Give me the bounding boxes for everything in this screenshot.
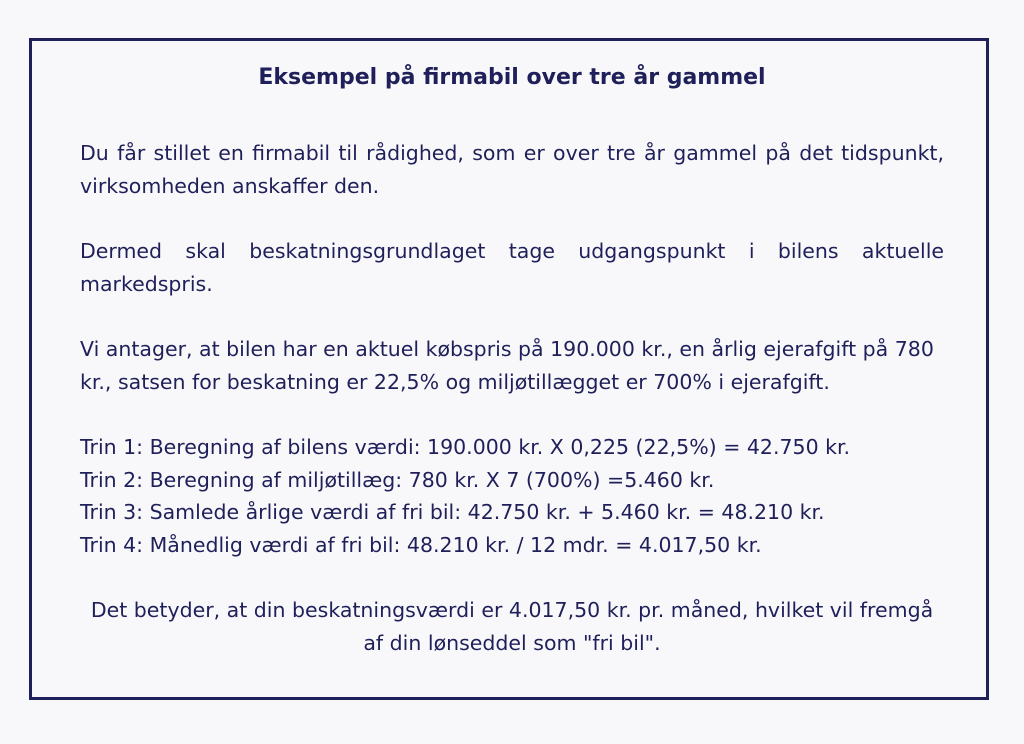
- info-box-content: [80, 62, 944, 659]
- intro-paragraph: Du får stillet en firmabil til rådighed, som er over tre år gammel på det tidspunkt, virksomheden anskaffer den.: [80, 141, 944, 198]
- step-2: Trin 2: Beregning af miljøtillæg: 780 kr. X 7 (700%) =5.460 kr.: [80, 467, 715, 492]
- step-1: Trin 1: Beregning af bilens værdi: 190.000 kr. X 0,225 (22,5%) = 42.750 kr.: [80, 435, 851, 459]
- assumption-paragraph: Vi antager, at bilen har en aktuel købspris på 190.000 kr., en årlig ejerafgift på 780 kr., satsen for beskatning er 22,5% og miljøtillægget er 700% i ejerafgift.: [80, 337, 934, 394]
- conclusion-text: Det betyder, at din beskatningsværdi er 4.017,50 kr. pr. måned, hvilket vil fremgå af din lønseddel som "fri bil".: [90, 598, 934, 655]
- step-4: Trin 4: Månedlig værdi af fri bil: 48.210 kr. / 12 mdr. = 4.017,50 kr.: [80, 532, 762, 557]
- calculation-steps: [80, 431, 944, 561]
- box-title: Eksempel på firmabil over tre år gammel: [258, 65, 766, 90]
- basis-paragraph: Dermed skal beskatningsgrundlaget tage udgangspunkt i bilens aktuelle markedspris.: [80, 239, 944, 296]
- step-3: Trin 3: Samlede årlige værdi af fri bil: 42.750 kr. + 5.460 kr. = 48.210 kr.: [80, 500, 825, 524]
